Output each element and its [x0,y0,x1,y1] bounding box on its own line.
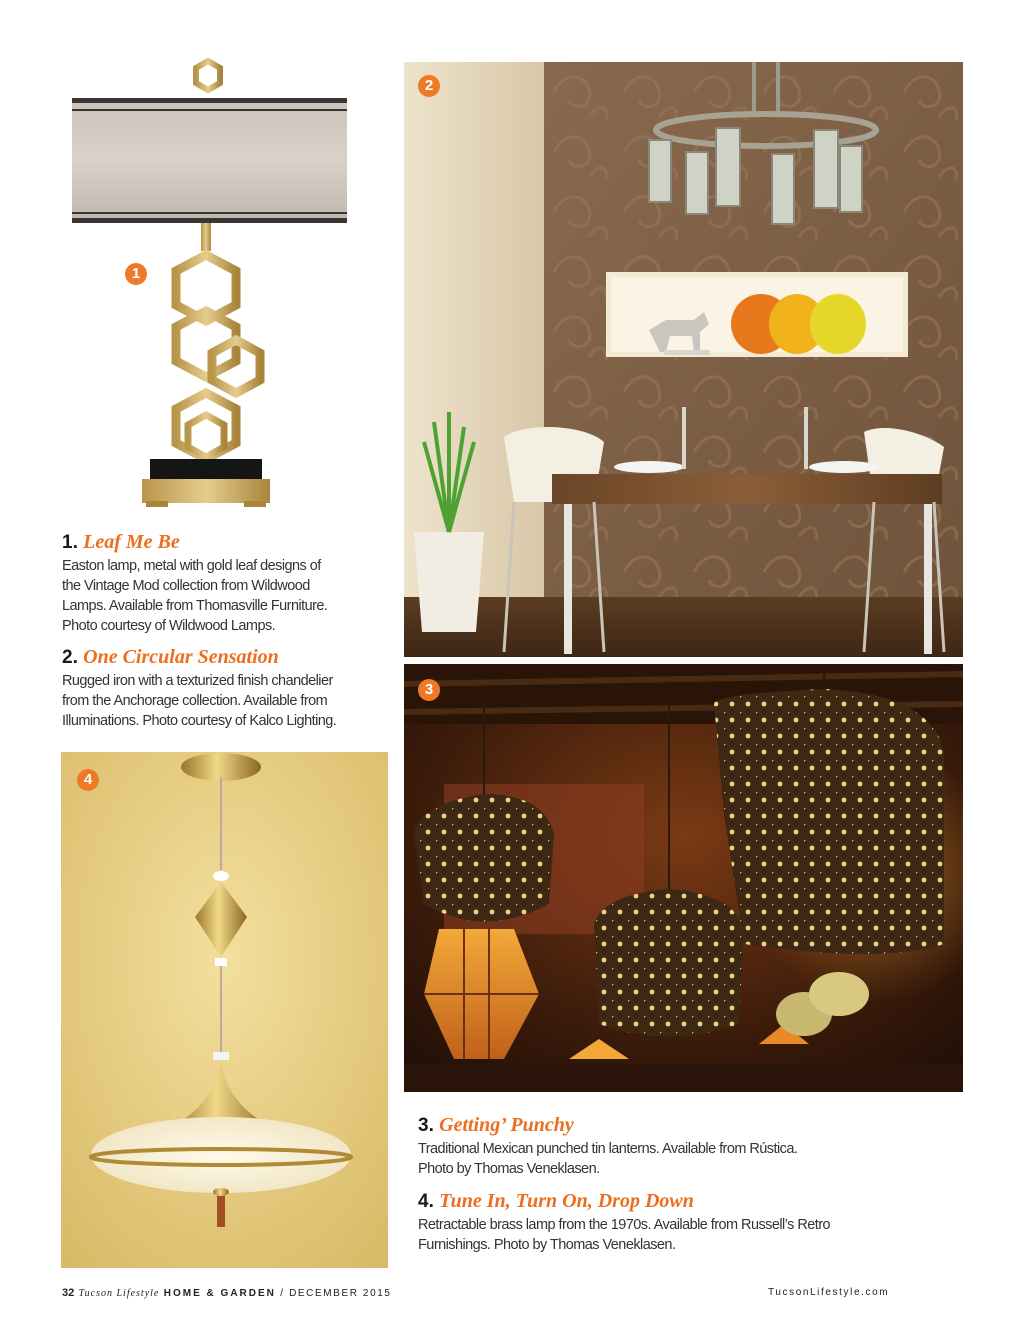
caption-4-line: Furnishings. Photo by Thomas Veneklasen. [418,1236,676,1253]
caption-1-number: 1 [62,532,73,553]
caption-3-title: 3. Getting’ Punchy [418,1114,574,1136]
caption-4-title: 4. Tune In, Turn On, Drop Down [418,1190,694,1212]
section-name: HOME & GARDEN [163,1288,276,1299]
caption-1-line: the Vintage Mod collection from Wildwood [62,577,310,594]
lanterns-photo [404,664,963,1092]
caption-3-heading: Getting’ Punchy [439,1114,574,1136]
caption-1 [62,531,382,636]
magazine-name: Tucson Lifestyle [78,1288,160,1299]
caption-3-number: 3 [418,1115,429,1136]
website-url[interactable]: TucsonLifestyle.com [768,1287,890,1298]
lamp-photo [60,55,360,515]
caption-2 [62,646,392,731]
caption-3-line: Traditional Mexican punched tin lanterns. Available from Rústica. [418,1140,798,1157]
caption-2-line: Illuminations. Photo courtesy of Kalco Lighting. [62,712,337,729]
caption-2-number: 2 [62,647,73,668]
caption-2-heading: One Circular Sensation [83,646,279,668]
dining-room-photo [404,62,963,657]
caption-2-title: 2. One Circular Sensation [62,646,279,668]
caption-1-line: Photo courtesy of Wildwood Lamps. [62,617,276,634]
caption-2-line: Rugged iron with a texturized finish chandelier [62,672,333,689]
item-2-badge: 2 [418,75,440,97]
footer-separator: / [280,1288,285,1299]
page-footer-left [62,1287,392,1299]
item-3-badge: 3 [418,679,440,701]
caption-4-line: Retractable brass lamp from the 1970s. Available from Russell’s Retro [418,1216,831,1233]
caption-1-heading: Leaf Me Be [83,531,180,553]
item-1-badge: 1 [125,263,147,285]
caption-3 [418,1114,958,1179]
issue-date: DECEMBER 2015 [289,1288,392,1299]
caption-4-number: 4 [418,1191,429,1212]
caption-1-title: 1. Leaf Me Be [62,531,180,553]
caption-4 [418,1190,958,1255]
caption-4-heading: Tune In, Turn On, Drop Down [439,1190,694,1212]
pendant-photo [61,752,388,1268]
caption-1-line: Easton lamp, metal with gold leaf designs of [62,557,321,574]
caption-3-line: Photo by Thomas Veneklasen. [418,1160,600,1177]
page-number: 32 [62,1287,75,1299]
caption-1-line: Lamps. Available from Thomasville Furniture. [62,597,328,614]
item-4-badge: 4 [77,769,99,791]
caption-2-line: from the Anchorage collection. Available from [62,692,328,709]
